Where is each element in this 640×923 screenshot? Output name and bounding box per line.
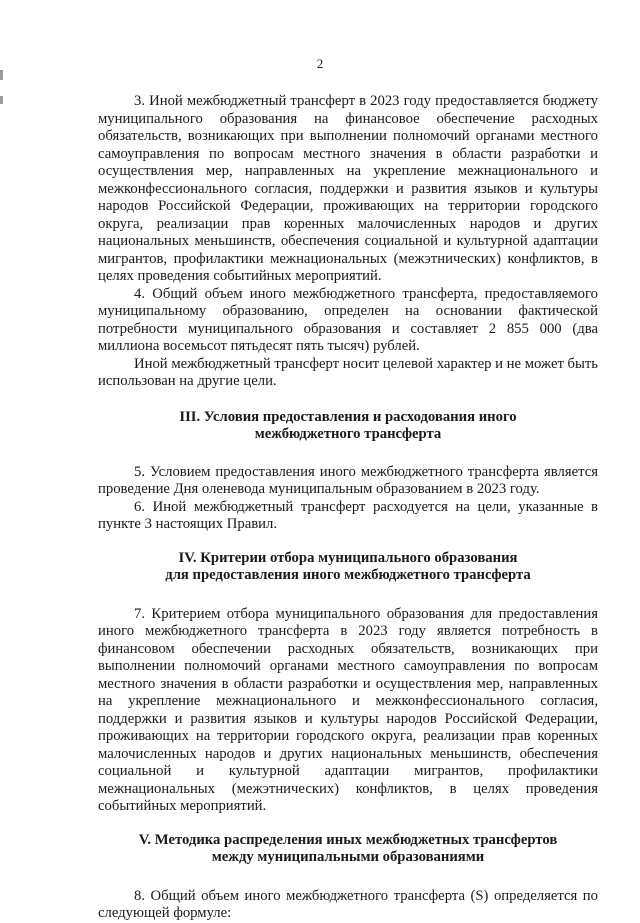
paragraph-3: 3. Иной межбюджетный трансферт в 2023 году предоставляется бюджету муниципального образования на финансовое обеспечение расходных обязательств, возникающих при выполнении полномочий органами местного самоуправления по вопросам местного значения в области разработки и осуществления мер, направленных на укрепление межнационального и межконфессионального согласия, поддержки и развития языков и культуры народов Российской Федерации, проживающих на территории городского округа, реализации прав коренных малочисленных народов и других национальных меньшинств, обеспечения социальной и культурной адаптации мигрантов, профилактики межнациональных (межэтнических) конфликтов, в целях проведения событийных мероприятий. (98, 93, 598, 284)
section-3-heading-line1: III. Условия предоставления и расходования иного (179, 408, 517, 425)
paragraph-5: 5. Условием предоставления иного межбюджетного трансферта является проведение Дня оленевода муниципальным образованием в 2023 году. (98, 463, 598, 497)
section-4-heading-line1: IV. Критерии отбора муниципального образования (178, 549, 518, 566)
document-body (98, 93, 598, 923)
section-4-heading (98, 550, 598, 585)
paragraph-6: 6. Иной межбюджетный трансферт расходуется на цели, указанные в пункте 3 настоящих Правил. (98, 498, 598, 532)
section-5-heading (98, 832, 598, 867)
paragraph-7: 7. Критерием отбора муниципального образования для предоставления иного межбюджетного трансферта в 2023 году является потребность в финансовом обеспечении расходных обязательств, возникающих при выполнении полномочий органами местного самоуправления по вопросам местного значения в области разработки и осуществления мер, направленных на укрепление межнационального и межконфессионального согласия, поддержки и развития языков и культуры народов Российской Федерации, проживающих на территории городского округа, реализации прав коренных малочисленных народов и других национальных меньшинств, обеспечения социальной и культурной адаптации мигрантов, профилактики межнациональных (межэтнических) конфликтов, в целях проведения событийных мероприятий. (98, 605, 598, 814)
section-5-heading-line1: V. Методика распределения иных межбюджетных трансфертов (138, 831, 558, 848)
scan-edge-mark (0, 96, 3, 104)
section-3-heading-line2: межбюджетного трансферта (254, 426, 442, 442)
section-4-heading-line2: для предоставления иного межбюджетного трансферта (165, 567, 531, 583)
section-5-heading-line2: между муниципальными образованиями (211, 849, 485, 865)
page-number: 2 (316, 56, 324, 71)
paragraph-4: 4. Общий объем иного межбюджетного трансферта, предоставляемого муниципальному образованию, определен на основании фактической потребности муниципального образования и составляет 2 855 000 (два миллиона восемьсот пятьдесят пять тысяч) рублей. (98, 285, 598, 354)
section-3-heading (98, 409, 598, 444)
paragraph-target-use: Иной межбюджетный трансферт носит целевой характер и не может быть использован на другие цели. (98, 355, 599, 389)
paragraph-8: 8. Общий объем иного межбюджетного трансферта (S) определяется по следующей формуле: (98, 887, 598, 921)
